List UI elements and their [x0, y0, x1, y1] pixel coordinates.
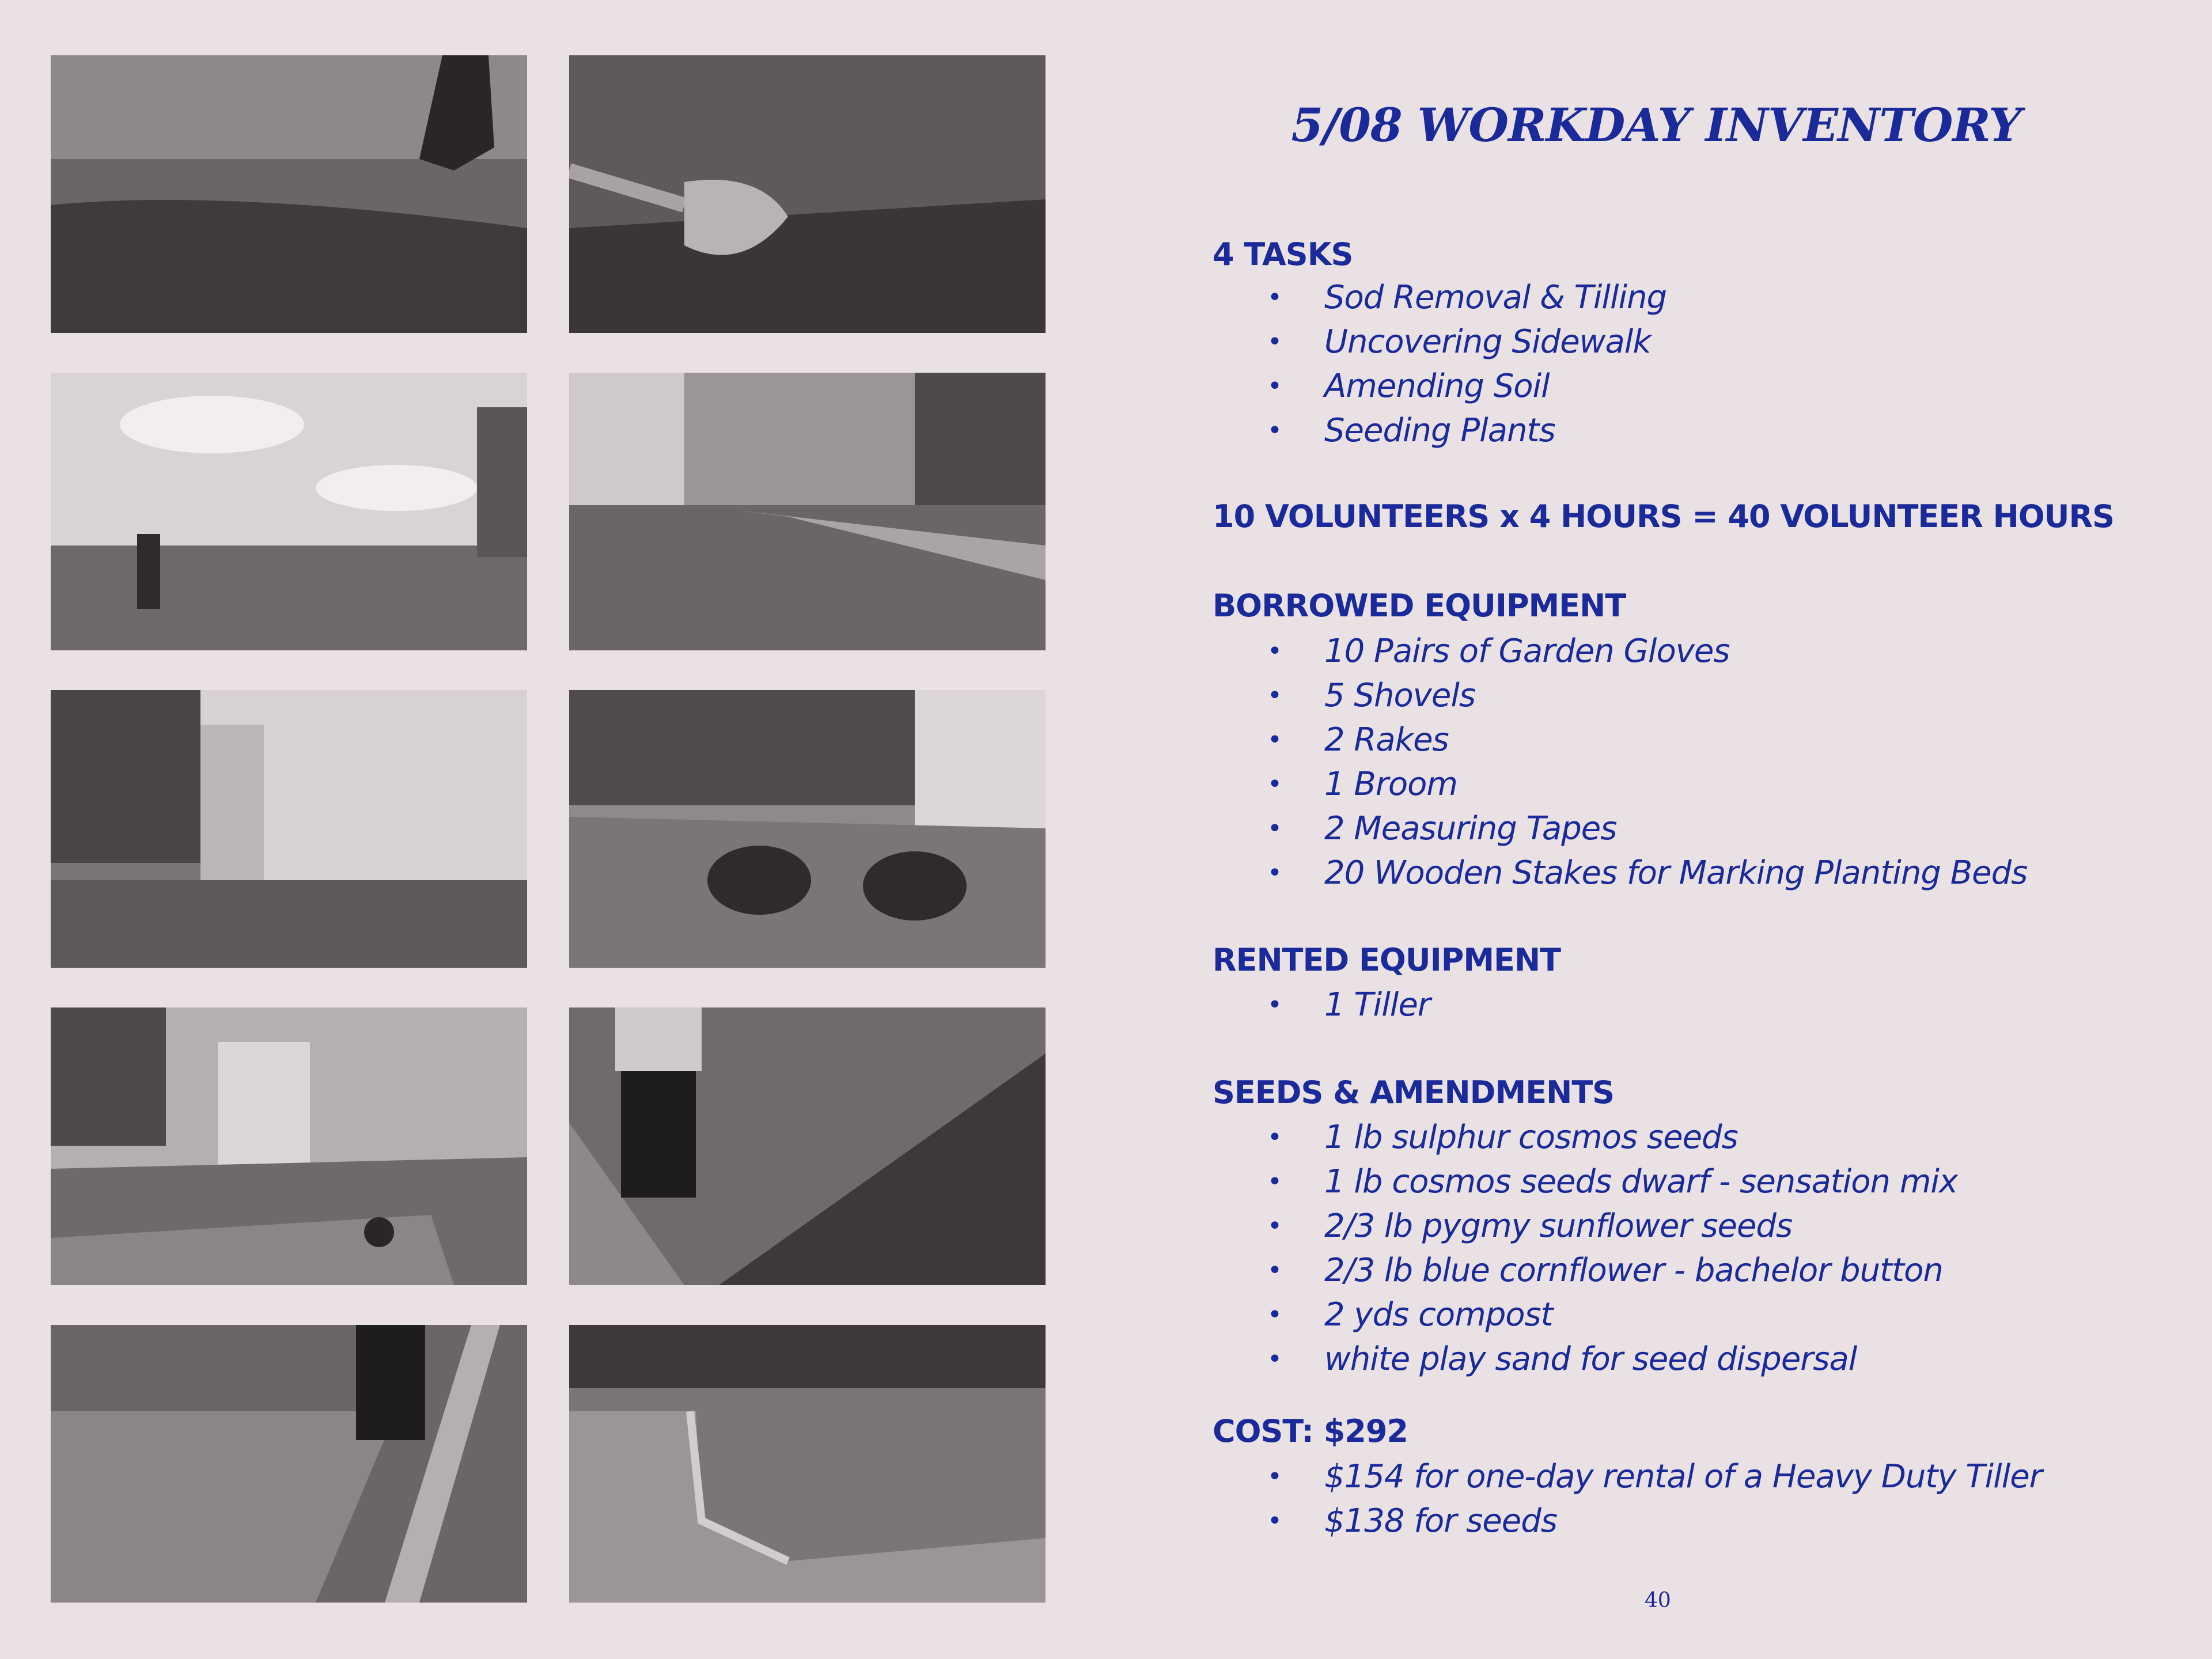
photo-tilling-lot-sky	[51, 373, 527, 650]
photo-street-side-yard	[569, 373, 1046, 650]
cost-heading: COST: $292	[1213, 1413, 1408, 1449]
list-item: • 20 Wooden Stakes for Marking Planting Beds	[1213, 851, 2027, 895]
list-item: • $138 for seeds	[1213, 1499, 2042, 1543]
list-item: • 5 Shovels	[1213, 673, 2027, 718]
photo-worker-by-house	[51, 690, 527, 968]
photo-volunteers-digging	[569, 690, 1046, 968]
photo-shovel-in-grass	[569, 55, 1046, 333]
list-item: • 2 Measuring Tapes	[1213, 806, 2027, 851]
seeds-heading: SEEDS & AMENDMENTS	[1213, 1074, 1615, 1111]
volunteers-heading: 10 VOLUNTEERS x 4 HOURS = 40 VOLUNTEER HOURS	[1213, 498, 2115, 535]
list-item: • 2 Rakes	[1213, 718, 2027, 762]
page-number: 40	[1645, 1589, 1671, 1612]
list-item: • 1 Tiller	[1213, 983, 1430, 1027]
list-item: • 2/3 lb pygmy sunflower seeds	[1213, 1204, 1957, 1248]
list-item: • Uncovering Sidewalk	[1213, 320, 1666, 364]
rented-list	[1213, 983, 1430, 1027]
borrowed-heading: BORROWED EQUIPMENT	[1213, 588, 1626, 624]
photo-seeding-soil	[569, 1007, 1046, 1285]
seeds-list	[1213, 1115, 1957, 1381]
list-item: • $154 for one-day rental of a Heavy Duty Tiller	[1213, 1455, 2042, 1499]
list-item: • Seeding Plants	[1213, 408, 1666, 453]
list-item: • 1 Broom	[1213, 762, 2027, 806]
list-item: • 2 yds compost	[1213, 1293, 1957, 1337]
list-item: • white play sand for seed dispersal	[1213, 1337, 1957, 1381]
photo-boot-on-sod	[51, 55, 527, 333]
borrowed-list	[1213, 629, 2027, 895]
list-item: • 2/3 lb blue cornflower - bachelor button	[1213, 1248, 1957, 1293]
tasks-list	[1213, 275, 1666, 453]
page-title: 5/08 WORKDAY INVENTORY	[1291, 98, 2021, 152]
list-item: • 1 lb cosmos seeds dwarf - sensation mix	[1213, 1160, 1957, 1204]
list-item: • Amending Soil	[1213, 364, 1666, 408]
photo-tiller-on-sidewalk	[51, 1007, 527, 1285]
list-item: • 10 Pairs of Garden Gloves	[1213, 629, 2027, 673]
tasks-heading: 4 TASKS	[1213, 236, 1353, 272]
cost-list	[1213, 1455, 2042, 1543]
photo-uncovered-curb	[569, 1325, 1046, 1603]
list-item: • Sod Removal & Tilling	[1213, 275, 1666, 320]
photo-raking-sidewalk	[51, 1325, 527, 1603]
list-item: • 1 lb sulphur cosmos seeds	[1213, 1115, 1957, 1160]
rented-heading: RENTED EQUIPMENT	[1213, 942, 1560, 978]
